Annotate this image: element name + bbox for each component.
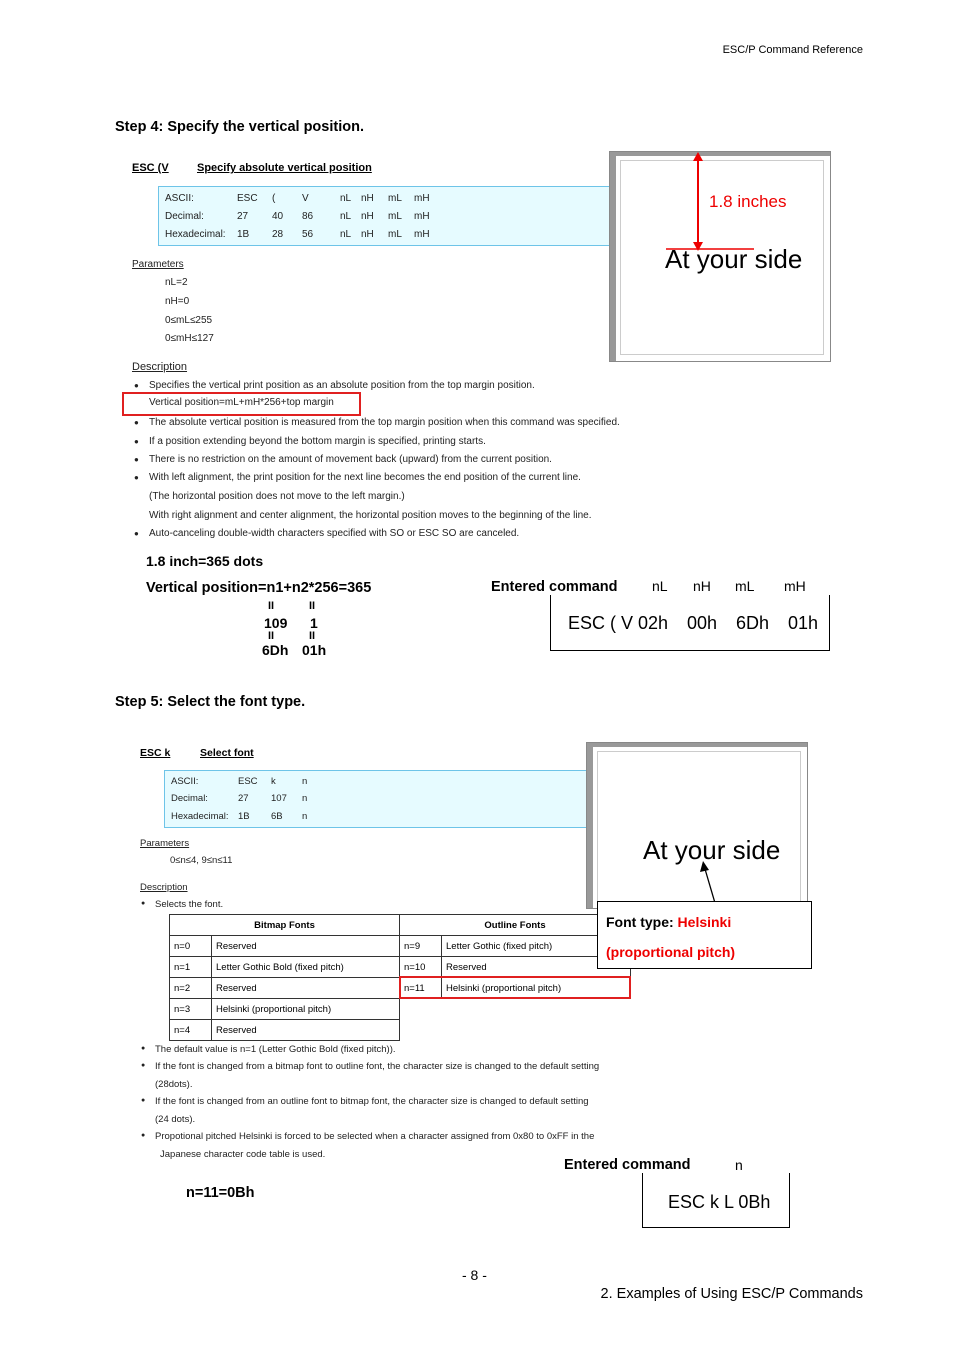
description-item: (The horizontal position does not move to the left margin.)	[149, 491, 405, 502]
command-part: 00h	[687, 613, 718, 633]
callout-font-name: Helsinki	[677, 914, 732, 930]
code-cell: Decimal:	[171, 793, 208, 804]
font-name: Reserved	[442, 957, 631, 978]
note-item: ● If the font is changed from a bitmap font to outline font, the character size is changed to the default setting	[155, 1061, 599, 1072]
code-cell: n	[302, 793, 308, 804]
font-preview	[586, 742, 808, 909]
description-item: ● There is no restriction on the amount of movement back (upward) from the current position.	[149, 454, 552, 465]
callout-label: Font type:	[606, 914, 678, 930]
command-part: ESC k L 0Bh	[668, 1192, 771, 1212]
code-cell: nH	[361, 211, 374, 222]
code-cell: 56	[302, 229, 314, 240]
note-item: Japanese character code table is used.	[160, 1149, 326, 1160]
equals-mark: II	[268, 600, 275, 612]
font-name: Helsinki (proportional pitch)	[212, 999, 400, 1020]
font-code: n=0	[170, 936, 212, 957]
description-item: ● Auto-canceling double-width characters specified with SO or ESC SO are canceled.	[149, 528, 519, 539]
description-item: ● If a position extending beyond the bottom margin is specified, printing starts.	[149, 436, 486, 447]
helsinki-highlight	[399, 976, 631, 999]
code-cell: 40	[272, 211, 284, 222]
note-item: ● Propotional pitched Helsinki is forced to be selected when a character assigned from 0x80 to 0xFF in the	[155, 1131, 594, 1142]
code-cell: ESC	[238, 776, 258, 787]
esc-k-command-name: ESC k	[140, 747, 171, 759]
note-item: (24 dots).	[155, 1114, 196, 1125]
font-code: n=11	[400, 978, 442, 999]
code-cell: Decimal:	[165, 211, 204, 222]
note-item: (28dots).	[155, 1079, 193, 1090]
code-cell: 27	[238, 793, 249, 804]
code-cell: 28	[272, 229, 284, 240]
code-cell: n	[302, 811, 308, 822]
code-cell: nH	[361, 229, 374, 240]
code-cell: ASCII:	[171, 776, 199, 787]
param-header: nL	[652, 578, 668, 594]
position-formula: Vertical position=n1+n2*256=365	[146, 580, 372, 596]
code-cell: 6B	[271, 811, 283, 822]
code-cell: k	[271, 776, 276, 787]
entered-command-box	[550, 595, 830, 651]
font-code: n=10	[400, 957, 442, 978]
code-cell: 1B	[238, 811, 250, 822]
code-cell: mL	[388, 229, 402, 240]
param-header: nH	[693, 578, 711, 594]
entered-command-label: Entered command	[564, 1157, 691, 1173]
font-name: Letter Gothic (fixed pitch)	[442, 936, 631, 957]
description-label: Description	[132, 361, 188, 373]
code-cell: mH	[414, 211, 430, 222]
command-part: 01h	[788, 613, 819, 633]
description-item: ● With left alignment, the print position for the next line becomes the end position of the current line.	[149, 472, 581, 483]
equals-mark: II	[309, 630, 316, 642]
esc-v-command-name: ESC (V	[132, 162, 169, 174]
command-part: ESC ( V 02h	[568, 613, 669, 633]
description-item: With right alignment and center alignment, the horizontal position moves to the beginning of the line.	[149, 510, 592, 521]
code-cell: 86	[302, 211, 314, 222]
step4-heading: Step 4: Specify the vertical position.	[115, 119, 364, 135]
dots-conversion: 1.8 inch=365 dots	[146, 553, 264, 569]
code-cell: 107	[271, 793, 287, 804]
param-range: 0≤n≤4, 9≤n≤11	[170, 855, 233, 866]
callout-pitch: (proportional pitch)	[606, 944, 736, 960]
section-footer: 2. Examples of Using ESC/P Commands	[600, 1286, 863, 1302]
n1-decimal: 109	[264, 615, 288, 631]
description-item: ● Selects the font.	[155, 899, 223, 910]
font-code: n=4	[170, 1020, 212, 1041]
n-value: n=11=0Bh	[186, 1185, 255, 1201]
font-type-callout	[597, 901, 812, 969]
esc-v-code-table	[158, 186, 613, 246]
entered-command-label: Entered command	[491, 579, 618, 595]
note-item: ● If the font is changed from an outline font to bitmap font, the character size is changed to default setting	[155, 1096, 589, 1107]
code-cell: ASCII:	[165, 193, 194, 204]
equals-mark: II	[268, 630, 275, 642]
code-cell: nL	[340, 193, 352, 204]
page-number: - 8 -	[462, 1267, 487, 1283]
description-formula: Vertical position=mL+mH*256+top margin	[149, 397, 334, 408]
param-header: mH	[784, 578, 806, 594]
code-cell: V	[302, 193, 309, 204]
font-name: Reserved	[212, 978, 400, 999]
parameters-label: Parameters	[140, 838, 190, 849]
step5-heading: Step 5: Select the font type.	[115, 694, 306, 710]
code-cell: nL	[340, 229, 352, 240]
parameters-label: Parameters	[132, 259, 184, 270]
n1-hex: 6Dh	[262, 642, 289, 658]
note-item: ● The default value is n=1 (Letter Gothic Bold (fixed pitch)).	[155, 1044, 396, 1055]
font-name: Reserved	[212, 936, 400, 957]
font-code: n=3	[170, 999, 212, 1020]
code-cell: Hexadecimal:	[171, 811, 229, 822]
n2-hex: 01h	[302, 642, 327, 658]
running-header: ESC/P Command Reference	[722, 44, 863, 56]
code-cell: n	[302, 776, 308, 787]
vertical-position-preview	[609, 151, 831, 362]
param-item: nH=0	[165, 296, 190, 307]
font-name: Helsinki (proportional pitch)	[442, 978, 631, 999]
code-cell: (	[272, 193, 276, 204]
preview-text: At your side	[665, 244, 803, 274]
entered-command-box	[642, 1173, 790, 1228]
code-cell: ESC	[237, 193, 258, 204]
equals-mark: II	[309, 600, 316, 612]
code-cell: nL	[340, 211, 352, 222]
code-cell: Hexadecimal:	[165, 229, 226, 240]
font-name: Letter Gothic Bold (fixed pitch)	[212, 957, 400, 978]
n2-decimal: 1	[310, 615, 318, 631]
outline-fonts-header: Outline Fonts	[400, 915, 631, 936]
font-code: n=9	[400, 936, 442, 957]
command-part: 6Dh	[736, 613, 770, 633]
param-item: 0≤mH≤127	[165, 333, 214, 344]
param-item: 0≤mL≤255	[165, 315, 213, 326]
param-header: mL	[735, 578, 755, 594]
font-name: Reserved	[212, 1020, 400, 1041]
code-cell: 27	[237, 211, 249, 222]
esc-v-command-desc: Specify absolute vertical position	[197, 162, 372, 174]
description-item: ● Specifies the vertical print position as an absolute position from the top margin position.	[149, 380, 535, 391]
description-label: Description	[140, 882, 188, 893]
code-cell: mH	[414, 193, 430, 204]
description-item: ● The absolute vertical position is measured from the top margin position when this command was specified.	[149, 417, 620, 428]
code-cell: 1B	[237, 229, 250, 240]
esc-k-command-desc: Select font	[200, 747, 254, 759]
bitmap-fonts-header: Bitmap Fonts	[170, 915, 400, 936]
font-code: n=2	[170, 978, 212, 999]
code-cell: mL	[388, 211, 402, 222]
font-code: n=1	[170, 957, 212, 978]
code-cell: mL	[388, 193, 402, 204]
param-header: n	[735, 1157, 743, 1173]
code-cell: nH	[361, 193, 374, 204]
code-cell: mH	[414, 229, 430, 240]
callout-arrow-icon	[587, 743, 807, 908]
measure-label: 1.8 inches	[709, 192, 787, 211]
esc-k-code-table	[164, 770, 590, 828]
preview-text: At your side	[643, 835, 781, 865]
param-item: nL=2	[165, 277, 188, 288]
